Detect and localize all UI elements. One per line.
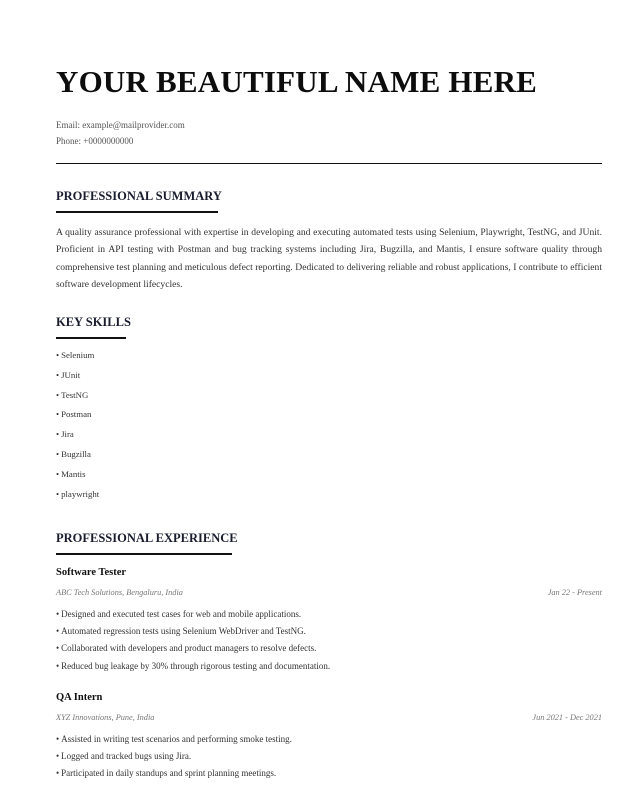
job-dates: Jan 22 - Present <box>547 588 602 597</box>
job-bullet-item: • Assisted in writing test scenarios and performing smoke testing. <box>56 734 292 744</box>
skill-item: • Mantis <box>56 468 86 479</box>
skill-item: • Bugzilla <box>56 448 91 459</box>
bullet-icon: • <box>56 429 60 440</box>
skill-item: • Postman <box>56 409 92 420</box>
job-title: Software Tester <box>56 567 127 578</box>
bullet-icon: • <box>56 734 60 744</box>
job-bullet-item: • Automated regression tests using Selenium WebDriver and TestNG. <box>56 626 306 637</box>
job-bullet-item: • Logged and tracked bugs using Jira. <box>56 751 192 762</box>
bullet-icon: • <box>56 626 60 637</box>
skill-item: • playwright <box>56 488 100 499</box>
job-bullet-item: • Participated in daily standups and sprint planning meetings. <box>56 768 277 779</box>
section-title-summary: PROFESSIONAL SUMMARY <box>56 189 222 203</box>
contact-phone: Phone: +0000000000 <box>56 136 134 146</box>
skill-item: • TestNG <box>56 389 89 400</box>
contact-email: Email: example@mailprovider.com <box>56 120 185 130</box>
section-underline <box>56 553 232 555</box>
job-meta <box>56 713 602 722</box>
bullet-icon: • <box>56 488 60 499</box>
job-bullet-item: • Designed and executed test cases for web and mobile applications. <box>56 609 302 619</box>
header-divider <box>56 163 602 164</box>
job-meta <box>56 588 602 597</box>
candidate-name: YOUR BEAUTIFUL NAME HERE <box>56 64 538 99</box>
section-underline <box>56 211 218 213</box>
bullet-icon: • <box>56 751 60 762</box>
job-bullet-item: • Reduced bug leakage by 30% through rigorous testing and documentation. <box>56 660 331 671</box>
job-dates: Jun 2021 - Dec 2021 <box>532 713 602 722</box>
bullet-icon: • <box>56 448 60 459</box>
section-underline <box>56 337 126 339</box>
skill-item: • Jira <box>56 429 74 440</box>
bullet-icon: • <box>56 409 60 420</box>
job-bullet-item: • Collaborated with developers and product managers to resolve defects. <box>56 643 317 654</box>
job-bullets <box>56 608 330 677</box>
bullet-icon: • <box>56 389 60 400</box>
skills-list <box>56 348 99 506</box>
bullet-icon: • <box>56 350 60 360</box>
section-title-skills: KEY SKILLS <box>56 315 131 329</box>
bullet-icon: • <box>56 369 60 380</box>
skill-item: • Selenium <box>56 350 95 360</box>
bullet-icon: • <box>56 660 60 671</box>
summary-text: A quality assurance professional with expertise in developing and executing automated tests using Selenium, Playwright, TestNG, and JUnit. Proficient in API testing with Postman and bug tracking systems including Jira, Bugzilla, and Mantis, I ensure software quality through comprehensive test planning and meticulous defect reporting. Dedicated to delivering reliable and robust applications, I contribute to efficient software development lifecycles. <box>56 227 602 290</box>
job-title: QA Intern <box>56 692 103 703</box>
bullet-icon: • <box>56 768 60 779</box>
bullet-icon: • <box>56 609 60 619</box>
bullet-icon: • <box>56 468 60 479</box>
section-title-experience: PROFESSIONAL EXPERIENCE <box>56 531 238 545</box>
job-company: XYZ Innovations, Pune, India <box>56 713 155 722</box>
job-company: ABC Tech Solutions, Bengaluru, India <box>56 588 183 597</box>
bullet-icon: • <box>56 643 60 654</box>
skill-item: • JUnit <box>56 369 81 380</box>
job-bullets <box>56 733 292 785</box>
